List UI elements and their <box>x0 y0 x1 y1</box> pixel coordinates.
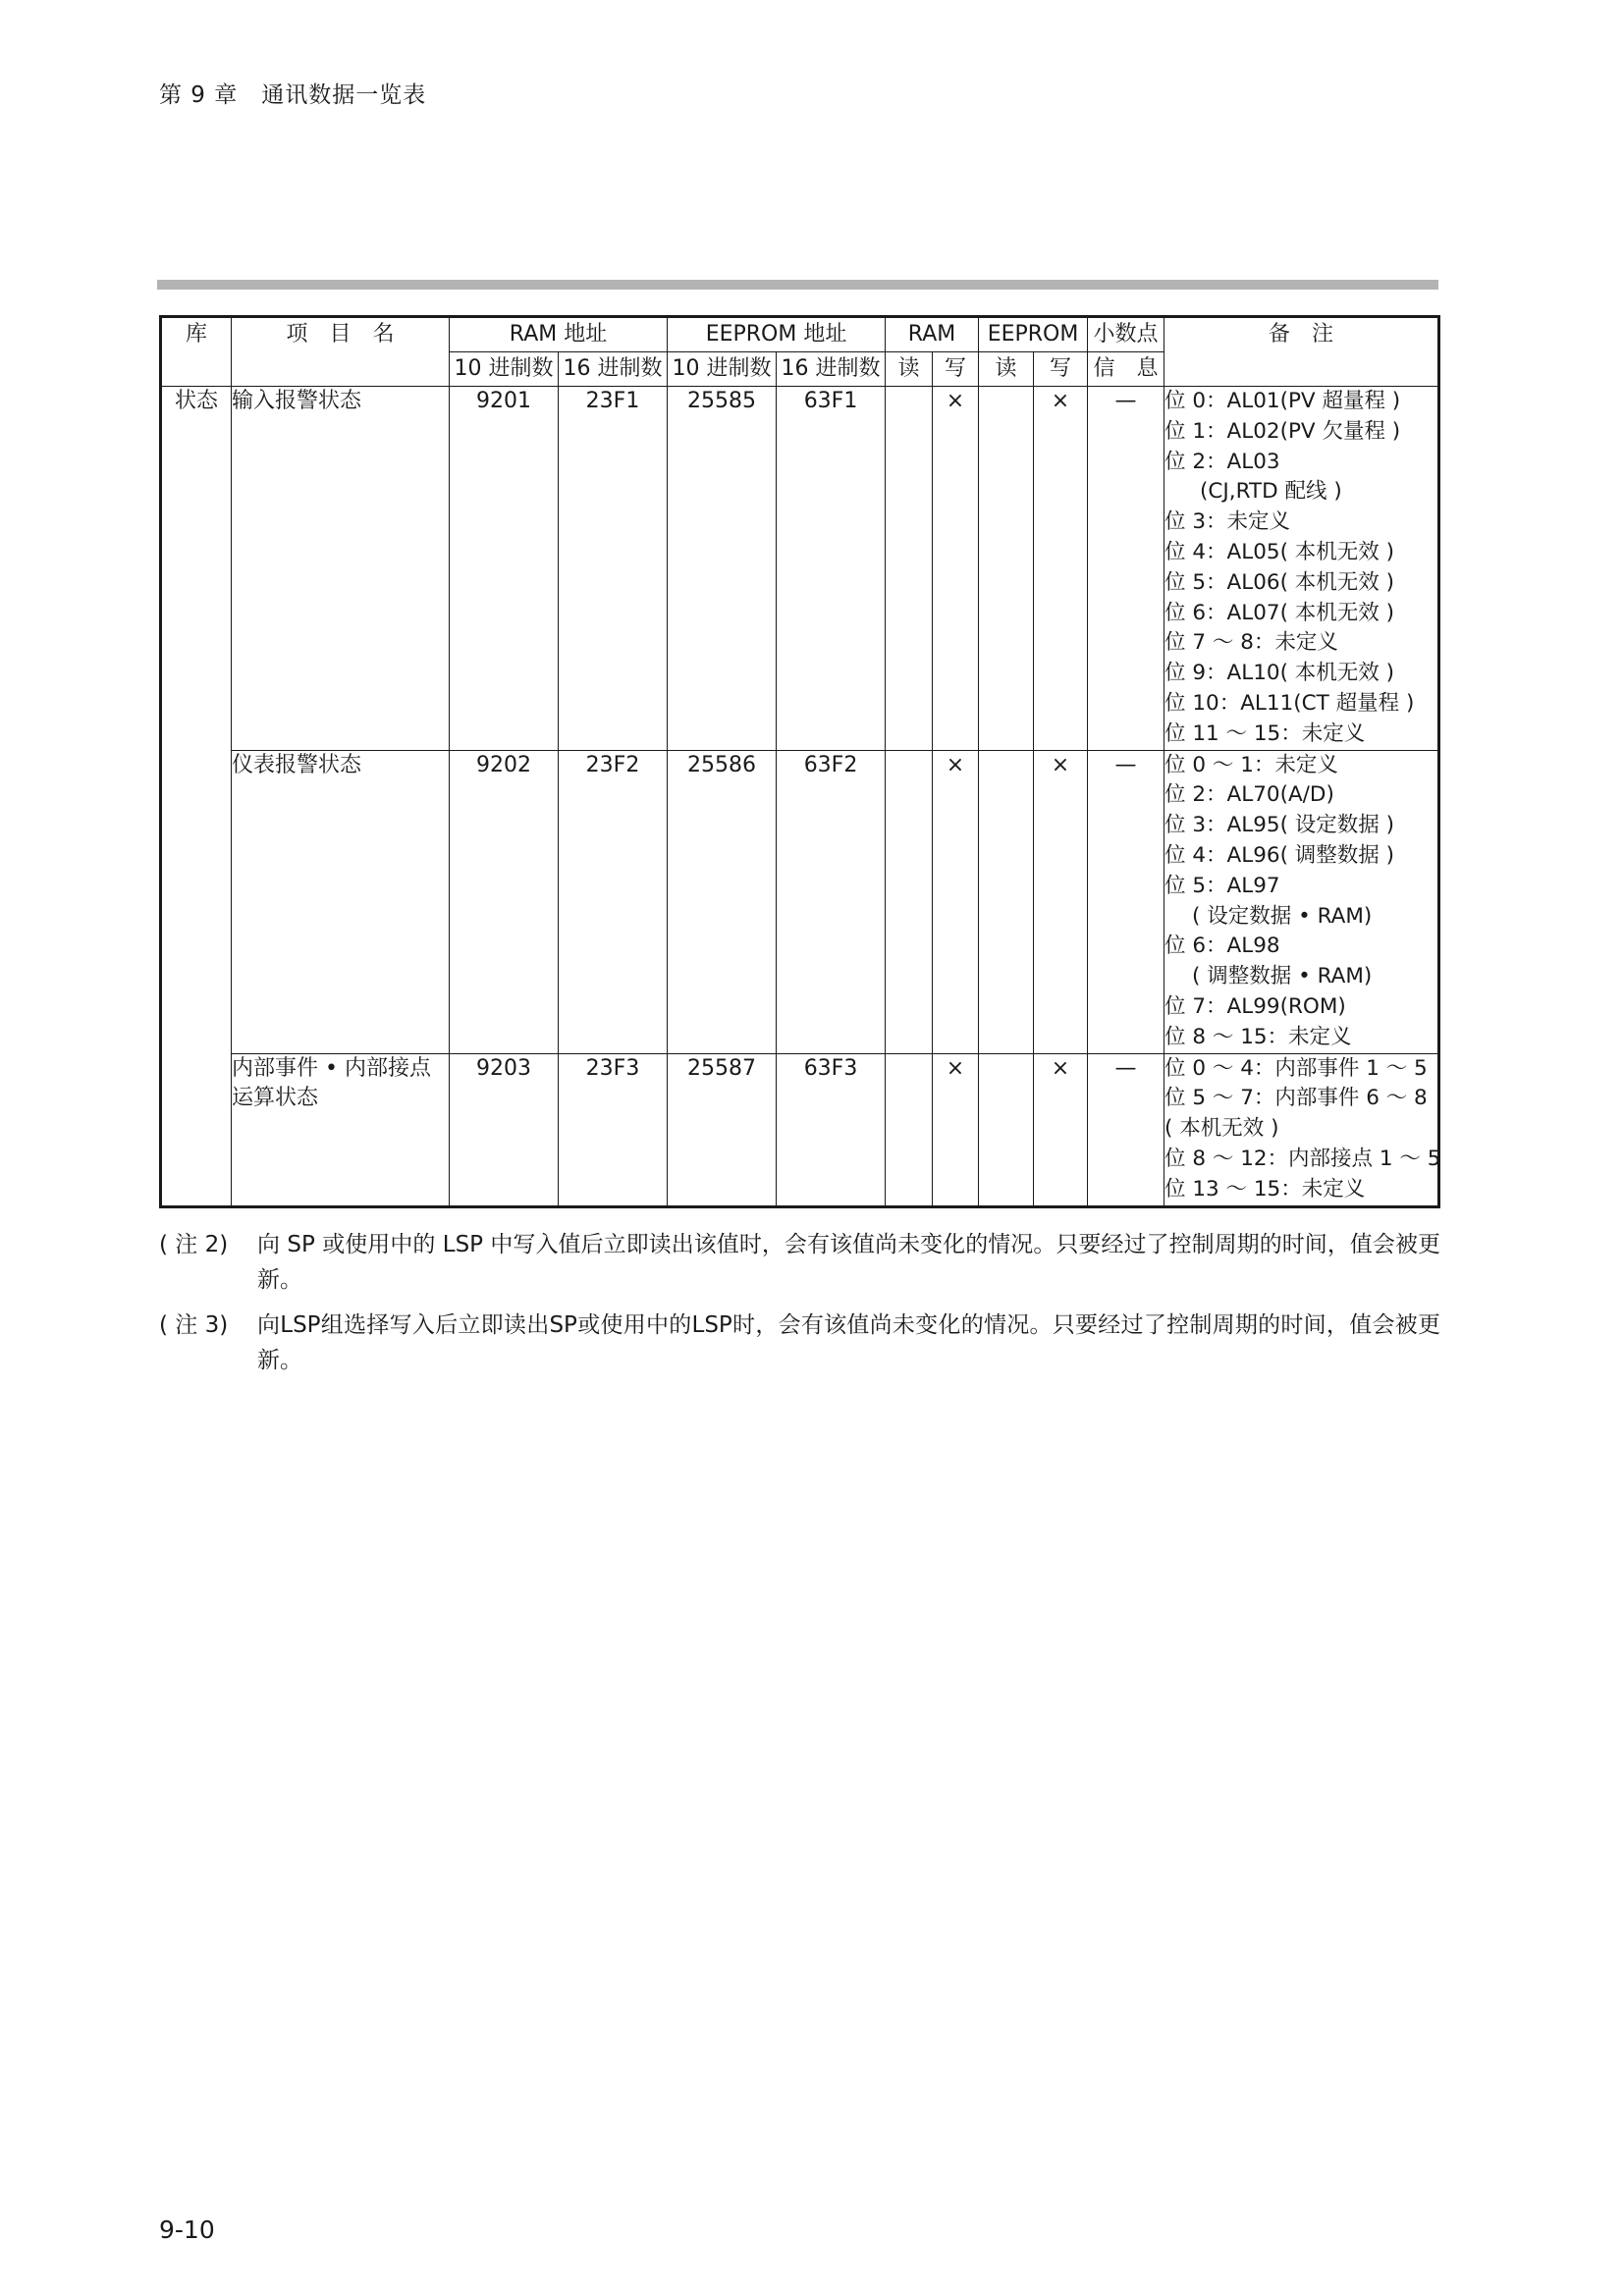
header-eeprom: EEPROM <box>979 317 1088 352</box>
remark-line: (CJ,RTD 配线 ) <box>1200 479 1342 505</box>
header-ee-hex: 16 进制数 <box>777 352 886 387</box>
ram-write: × <box>933 750 979 1053</box>
header-ram-dec: 10 进制数 <box>450 352 559 387</box>
remarks-cell <box>1164 750 1439 1053</box>
remark-line: 位 9：AL10( 本机无效 ) <box>1164 661 1395 686</box>
header-rule <box>157 280 1438 290</box>
communication-data-table <box>159 315 1440 1208</box>
remark-line: 位 2：AL70(A/D) <box>1164 782 1334 808</box>
ram-hex: 23F1 <box>559 387 668 751</box>
ram-write: × <box>933 387 979 751</box>
item-name-line-1: 内部事件 • 内部接点 <box>232 1055 431 1081</box>
ee-write: × <box>1034 387 1088 751</box>
ee-dec: 25586 <box>668 750 777 1053</box>
chapter-title: 第 9 章 通讯数据一览表 <box>159 82 427 108</box>
group-cell: 状态 <box>161 387 232 1207</box>
remark-line: ( 设定数据 • RAM) <box>1192 903 1373 929</box>
header-ram: RAM <box>886 317 979 352</box>
remark-line: 位 8 ～ 15：未定义 <box>1164 1024 1352 1049</box>
header-row-1 <box>161 317 1439 352</box>
header-ee-dec: 10 进制数 <box>668 352 777 387</box>
ram-read <box>886 750 933 1053</box>
decimal-info: — <box>1088 387 1164 751</box>
header-decimal-2: 信 息 <box>1088 352 1164 387</box>
table-row <box>161 750 1439 1053</box>
note-tag: ( 注 3) <box>159 1312 229 1338</box>
header-ram-write: 写 <box>933 352 979 387</box>
remark-line: 位 0 ～ 4：内部事件 1 ～ 5 <box>1164 1055 1428 1081</box>
header-item: 项 目 名 <box>232 317 450 387</box>
ram-write: × <box>933 1053 979 1206</box>
decimal-info: — <box>1088 750 1164 1053</box>
table-row <box>161 387 1439 751</box>
header-ram-address: RAM 地址 <box>450 317 668 352</box>
ram-dec: 9203 <box>450 1053 559 1206</box>
ram-read <box>886 1053 933 1206</box>
remark-line: 位 1：AL02(PV 欠量程 ) <box>1164 418 1401 444</box>
ee-hex: 63F3 <box>777 1053 886 1206</box>
remark-line: 位 10：AL11(CT 超量程 ) <box>1164 690 1415 716</box>
ram-read <box>886 387 933 751</box>
remark-line: 位 7 ～ 8：未定义 <box>1164 630 1338 656</box>
ee-hex: 63F1 <box>777 387 886 751</box>
remark-line: 位 7：AL99(ROM) <box>1164 993 1346 1019</box>
ee-read <box>979 387 1034 751</box>
ee-hex: 63F2 <box>777 750 886 1053</box>
header-ram-hex: 16 进制数 <box>559 352 668 387</box>
remark-line: 位 4：AL05( 本机无效 ) <box>1164 539 1395 564</box>
remark-line: 位 0：AL01(PV 超量程 ) <box>1164 389 1401 413</box>
remark-line: ( 调整数据 • RAM) <box>1192 964 1373 989</box>
remark-line: 位 13 ～ 15：未定义 <box>1164 1176 1366 1201</box>
header-ram-read: 读 <box>886 352 933 387</box>
remark-line: 位 5 ～ 7：内部事件 6 ～ 8 <box>1164 1086 1428 1111</box>
decimal-info: — <box>1088 1053 1164 1206</box>
header-ee-read: 读 <box>979 352 1034 387</box>
remark-line: 位 5：AL06( 本机无效 ) <box>1164 569 1395 595</box>
remark-line: 位 6：AL98 <box>1164 934 1280 959</box>
page-number: 9-10 <box>159 2216 215 2244</box>
ee-read <box>979 1053 1034 1206</box>
remark-line: 位 8 ～ 12：内部接点 1 ～ 5 <box>1164 1146 1441 1171</box>
item-name <box>232 1053 450 1206</box>
header-ee-write: 写 <box>1034 352 1088 387</box>
remark-line: 位 4：AL96( 调整数据 ) <box>1164 842 1395 868</box>
ee-write: × <box>1034 1053 1088 1206</box>
ee-dec: 25587 <box>668 1053 777 1206</box>
ram-dec: 9201 <box>450 387 559 751</box>
remark-line: 位 3：AL95( 设定数据 ) <box>1164 813 1395 838</box>
ee-write: × <box>1034 750 1088 1053</box>
remark-line: 位 3：未定义 <box>1164 509 1291 535</box>
remarks-cell <box>1164 1053 1439 1206</box>
remark-line: 位 2：AL03 <box>1164 449 1280 474</box>
note-text: 向 SP 或使用中的 LSP 中写入值后立即读出该值时，会有该值尚未变化的情况。只要经过了控制周期的时间，值会被更新。 <box>257 1232 1440 1293</box>
remark-line: 位 11 ～ 15：未定义 <box>1164 721 1366 746</box>
item-name-line-2: 运算状态 <box>232 1086 319 1111</box>
remark-line: 位 0 ～ 1：未定义 <box>1164 752 1338 777</box>
header-eeprom-address: EEPROM 地址 <box>668 317 886 352</box>
remark-line: 位 5：AL97 <box>1164 873 1280 898</box>
remark-line: ( 本机无效 ) <box>1164 1116 1279 1142</box>
table-row <box>161 1053 1439 1206</box>
ee-read <box>979 750 1034 1053</box>
header-decimal-1: 小数点 <box>1088 317 1164 352</box>
ram-hex: 23F2 <box>559 750 668 1053</box>
note-tag: ( 注 2) <box>159 1232 229 1257</box>
item-name: 仪表报警状态 <box>232 750 450 1053</box>
header-remarks: 备 注 <box>1164 317 1439 387</box>
item-name: 输入报警状态 <box>232 387 450 751</box>
header-lib: 库 <box>161 317 232 387</box>
ram-hex: 23F3 <box>559 1053 668 1206</box>
ram-dec: 9202 <box>450 750 559 1053</box>
remark-line: 位 6：AL07( 本机无效 ) <box>1164 600 1395 625</box>
ee-dec: 25585 <box>668 387 777 751</box>
remarks-cell <box>1164 387 1439 751</box>
note-text: 向LSP组选择写入后立即读出SP或使用中的LSP时，会有该值尚未变化的情况。只要经过了控制周期的时间，值会被更新。 <box>257 1312 1440 1373</box>
